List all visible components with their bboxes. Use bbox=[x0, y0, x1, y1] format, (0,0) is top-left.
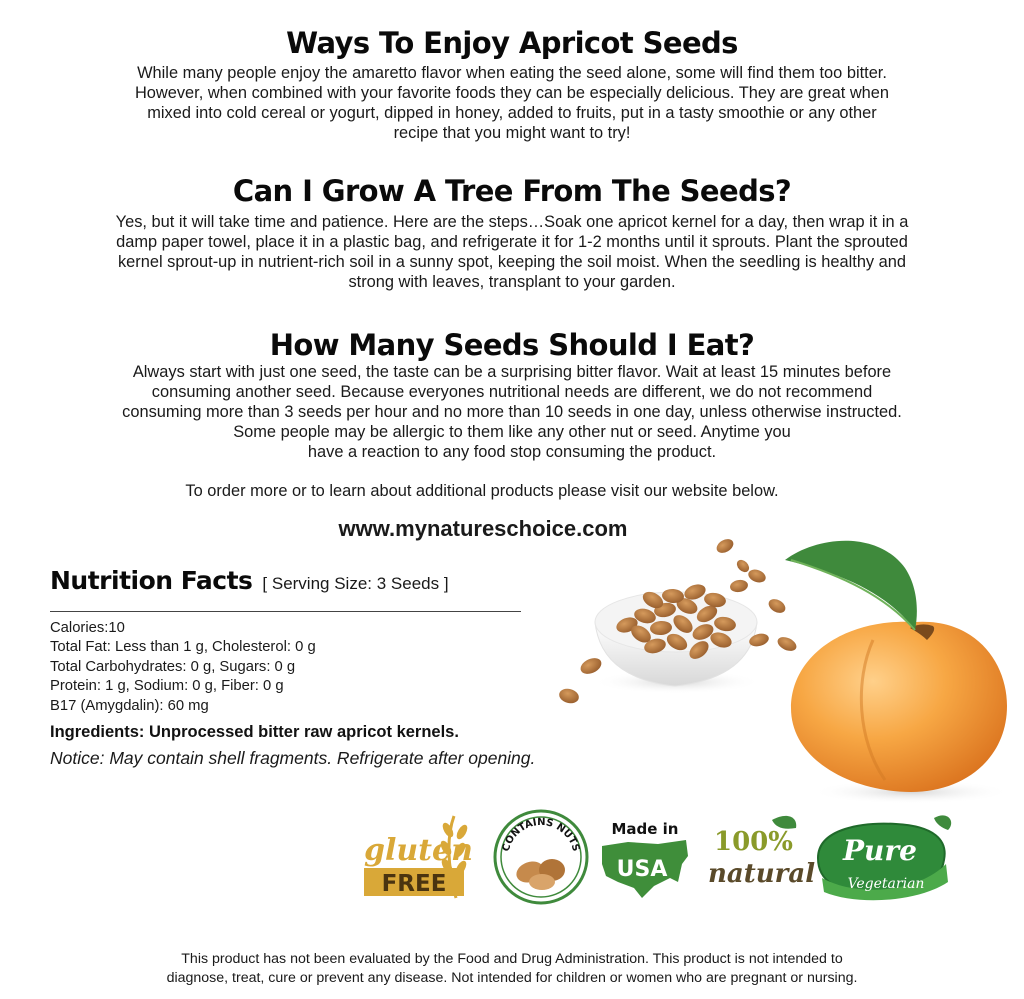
apricot-and-kernels-image bbox=[555, 530, 1024, 810]
nutrition-item: Total Carbohydrates: 0 g, Sugars: 0 g bbox=[50, 658, 296, 675]
apricot-leaf bbox=[785, 541, 917, 630]
percent-text: 100% bbox=[714, 827, 793, 857]
text-line: Always start with just one seed, the taste can be a surprising bitter flavor. Wait at least 15 minutes before bbox=[132, 363, 892, 381]
pure-vegetarian-badge bbox=[808, 808, 956, 908]
text-line: mixed into cold cereal or yogurt, dipped in honey, added to fruits, put in a tasty smoothie or any other bbox=[147, 104, 877, 122]
nutrition-divider bbox=[50, 611, 521, 612]
pure-text: Pure bbox=[843, 834, 917, 867]
contains-nuts-badge bbox=[492, 808, 590, 906]
text-line: strong with leaves, transplant to your garden. bbox=[348, 273, 676, 291]
natural-badge bbox=[702, 808, 816, 906]
paragraph-ways-to-enjoy bbox=[20, 63, 1004, 143]
disclaimer-line: diagnose, treat, cure or prevent any disease. Not intended for children or women who are pregnant or nursing. bbox=[166, 970, 858, 986]
text-line: have a reaction to any food stop consuming the product. bbox=[307, 443, 717, 461]
natural-text: natural bbox=[708, 859, 816, 889]
nutrition-facts-header bbox=[50, 566, 449, 595]
gluten-text: gluten bbox=[364, 833, 473, 868]
apricot-fruit bbox=[791, 622, 1007, 792]
nutrition-item: B17 (Amygdalin): 60 mg bbox=[50, 697, 209, 714]
nutrition-title: Nutrition Facts bbox=[50, 566, 253, 595]
paragraph-grow-a-tree bbox=[20, 212, 1004, 292]
text-line: recipe that you might want to try! bbox=[393, 124, 631, 142]
gluten-free-badge bbox=[356, 808, 474, 908]
disclaimer-line: This product has not been evaluated by the Food and Drug Administration. This product is not intended to bbox=[181, 951, 843, 967]
text-line: consuming another seed. Because everyones nutritional needs are different, we do not recommend bbox=[151, 383, 873, 401]
made-in-usa-badge bbox=[598, 808, 692, 906]
text-line: damp paper towel, place it in a plastic bag, and refrigerate it for 1-2 months until it sprouts. Plant the sprouted bbox=[116, 233, 908, 251]
text-line: kernel sprout-up in nutrient-rich soil in a sunny spot, keeping the soil moist. When the seedling is healthy and bbox=[117, 253, 907, 271]
serving-size: [ Serving Size: 3 Seeds ] bbox=[262, 574, 449, 593]
nutrition-item: Protein: 1 g, Sodium: 0 g, Fiber: 0 g bbox=[50, 678, 284, 695]
order-text: To order more or to learn about additional products please visit our website below. bbox=[185, 482, 779, 500]
text-line: Yes, but it will take time and patience. Here are the steps…Soak one apricot kernel for a day, then wrap it in a bbox=[115, 213, 909, 231]
nutrition-list bbox=[50, 619, 316, 716]
ingredients-text: Ingredients: Unprocessed bitter raw apricot kernels. bbox=[50, 723, 459, 741]
text-line: Some people may be allergic to them like any other nut or seed. Anytime you bbox=[233, 423, 791, 441]
nutrition-item: Total Fat: Less than 1 g, Cholesterol: 0 g bbox=[50, 639, 316, 656]
made-in-text: Made in bbox=[611, 820, 679, 838]
contains-nuts-text: CONTAINS NUTS bbox=[500, 816, 582, 853]
heading-how-many-seeds: How Many Seeds Should I Eat? bbox=[269, 328, 755, 362]
heading-ways-to-enjoy: Ways To Enjoy Apricot Seeds bbox=[286, 26, 738, 60]
paragraph-how-many-seeds bbox=[20, 362, 1004, 462]
nutrition-item: Calories:10 bbox=[50, 620, 125, 636]
website-link[interactable]: www.mynatureschoice.com bbox=[338, 516, 628, 541]
fda-disclaimer bbox=[0, 950, 1024, 988]
text-line: consuming more than 3 seeds per hour and no more than 10 seeds in one day, unless otherwise instructed. bbox=[122, 403, 902, 421]
notice-text: Notice: May contain shell fragments. Refrigerate after opening. bbox=[50, 748, 536, 768]
text-line: While many people enjoy the amaretto flavor when eating the seed alone, some will find them too bitter. bbox=[137, 64, 887, 82]
leaf-icon bbox=[934, 815, 951, 830]
vegetarian-text: Vegetarian bbox=[847, 876, 925, 892]
usa-text: USA bbox=[616, 857, 668, 882]
heading-grow-a-tree: Can I Grow A Tree From The Seeds? bbox=[232, 174, 792, 208]
text-line: However, when combined with your favorite foods they can be especially delicious. They are great when bbox=[134, 84, 890, 102]
free-text: FREE bbox=[381, 871, 447, 897]
